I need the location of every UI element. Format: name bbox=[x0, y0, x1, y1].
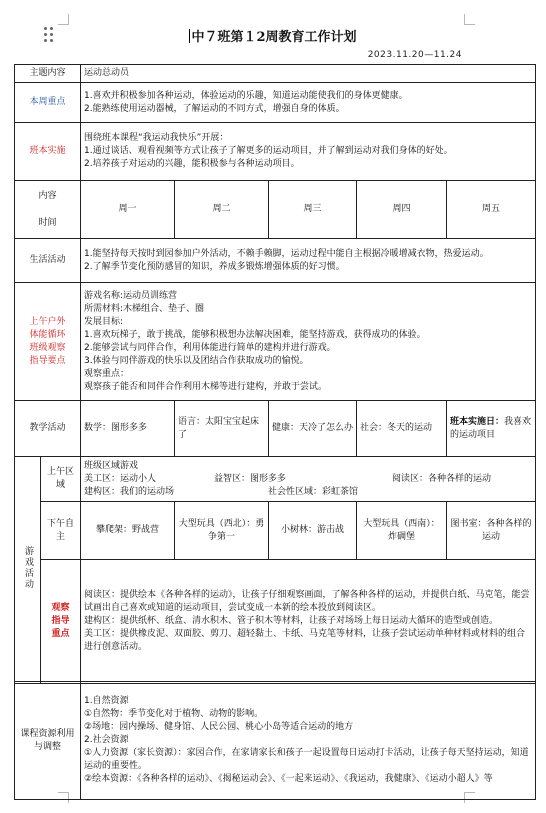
title-text: 中７班第１2周教育工作计划 bbox=[191, 30, 357, 45]
pm-item[interactable]: 大型玩具（西北）：勇争第一 bbox=[175, 502, 269, 560]
weekly-focus-label: 本周重点 bbox=[15, 83, 81, 123]
pm-item[interactable]: 攀爬架：野战营 bbox=[81, 502, 175, 560]
teaching-thu[interactable]: 社会：冬天的运动 bbox=[357, 401, 447, 457]
observe-label-line: 重点 bbox=[51, 629, 70, 639]
observe-label-line: 指导 bbox=[51, 616, 70, 626]
day-header-fri: 周五 bbox=[447, 181, 536, 239]
date-range: 2023.11.20—11.24 bbox=[367, 50, 462, 60]
page-corner-mark bbox=[58, 14, 69, 25]
theme-label: 主题内容 bbox=[15, 65, 81, 83]
reading-zone: 阅读区：各种各样的运动 bbox=[392, 473, 492, 484]
weekly-focus-content[interactable] bbox=[81, 83, 536, 123]
outdoor-line: 所需材料:木梯组合、垫子、圈 bbox=[84, 303, 205, 314]
content-label: 内容 bbox=[38, 190, 57, 201]
puzzle-zone: 益智区：图形多多 bbox=[214, 473, 287, 484]
class-impl-content[interactable] bbox=[81, 123, 536, 181]
outdoor-line: 发展目标: bbox=[84, 316, 124, 327]
outdoor-content[interactable] bbox=[81, 283, 536, 401]
impl-line: 2.培养孩子对运动的兴趣，能积极参与各种运动项目。 bbox=[84, 159, 300, 169]
document-title bbox=[0, 26, 546, 45]
weekly-focus-row bbox=[15, 83, 536, 123]
day-header-tue: 周二 bbox=[175, 181, 269, 239]
time-label: 时间 bbox=[38, 217, 57, 228]
outdoor-label-line: 体能循环 bbox=[29, 329, 66, 340]
am-zones-line bbox=[84, 473, 532, 486]
outdoor-label-line: 指导要点 bbox=[29, 355, 66, 366]
outdoor-line: 1.喜欢玩梯子，敢于挑战，能够积极想办法解决困难，能坚持游戏，获得成功的体验。 bbox=[84, 329, 426, 340]
day-header-mon: 周一 bbox=[81, 181, 175, 239]
observe-line: 建构区：提供纸杯、纸盒、清水积木、管子积木等材料，让孩子对场场上每日运动大循环的造型或创造。 bbox=[84, 616, 499, 626]
day-header-wed: 周三 bbox=[269, 181, 357, 239]
day-header-thu: 周四 bbox=[357, 181, 447, 239]
class-impl-label: 班本实施 bbox=[15, 123, 81, 181]
theme-row bbox=[15, 65, 536, 83]
outdoor-row bbox=[15, 283, 536, 401]
impl-line: 1.通过谈话、观看视频等方式让孩子了解更多的运动项目，并了解到运动对我们身体的好处。 bbox=[84, 146, 453, 156]
resource-line: ①自然物：季节变化对于植物、动物的影响。 bbox=[84, 709, 264, 719]
outdoor-line: 3.体验与同伴游戏的快乐以及团结合作获取成功的愉悦。 bbox=[84, 355, 309, 366]
teaching-row bbox=[15, 401, 536, 457]
observe-label bbox=[41, 560, 81, 684]
teaching-tue[interactable]: 语言：太阳宝宝起床了 bbox=[175, 401, 269, 457]
outdoor-line: 观察重点： bbox=[84, 368, 130, 379]
pm-item[interactable]: 大型玩具（西南）：炸碉堡 bbox=[357, 502, 447, 560]
life-content[interactable] bbox=[81, 239, 536, 283]
game-pm-row bbox=[15, 502, 536, 560]
content-time-label bbox=[15, 181, 81, 239]
class-impl-row bbox=[15, 123, 536, 181]
teaching-fri[interactable] bbox=[447, 401, 536, 457]
teaching-label: 教学活动 bbox=[15, 401, 81, 457]
outdoor-line: 观察孩子能否和同伴合作利用木梯等进行建构，并敢于尝试。 bbox=[84, 381, 328, 392]
resources-row bbox=[15, 682, 536, 800]
plan-table bbox=[14, 64, 536, 684]
resources-table bbox=[14, 681, 536, 800]
game-label bbox=[15, 457, 41, 684]
pm-item[interactable]: 图书室：各种各样的运动 bbox=[447, 502, 536, 560]
teaching-wed[interactable]: 健康：天冷了怎么办 bbox=[269, 401, 357, 457]
game-label-text: 游戏活动 bbox=[23, 545, 33, 590]
outdoor-line: 2.能够尝试与同伴合作，利用体能进行简单的建构并进行游戏。 bbox=[84, 342, 336, 353]
resource-line: 1.自然资源 bbox=[84, 696, 129, 706]
observe-line: 阅读区：提供绘本《各种各样的运动》，让孩子仔细观察画面，了解各种各样的运动，并提供白纸、马克笔，能尝试画出自己喜欢或知道的运动项目，尝试变成一本新的绘本投放到阅读区。 bbox=[84, 590, 530, 613]
resource-line: ②场地：园内操场、健身馆、人民公园、桃心小岛等适合运动的地方 bbox=[84, 722, 354, 732]
game-pm-label: 下午自主 bbox=[41, 502, 81, 560]
outdoor-label-line: 上午户外 bbox=[29, 316, 66, 327]
theme-value[interactable]: 运动总动员 bbox=[81, 65, 536, 83]
build-zone: 建构区：我们的运动场 bbox=[84, 486, 175, 497]
outdoor-label-line: 班级观察 bbox=[29, 342, 66, 353]
life-row bbox=[15, 239, 536, 283]
game-am-row bbox=[15, 457, 536, 502]
observe-label-line: 观察 bbox=[51, 603, 70, 613]
social-zone: 社会性区域：彩虹茶馆 bbox=[268, 486, 359, 497]
teaching-mon[interactable]: 数学：图形多多 bbox=[81, 401, 175, 457]
resource-line: ①人力资源（家长资源）：家园合作，在家请家长和孩子一起设置每日运动打卡活动，让孩子每天坚持运动，知道运动的重要性。 bbox=[84, 748, 529, 771]
class-day-label: 班本实施日： bbox=[450, 416, 505, 427]
life-line: 1.能坚持每天按时到园参加户外活动，不赖手赖脚，运动过程中能自主根据冷暖增减衣物，热爱运动。 bbox=[84, 248, 489, 259]
game-am-label: 上午区域 bbox=[41, 457, 81, 502]
life-label: 生活活动 bbox=[15, 239, 81, 283]
am-line: 班级区域游戏 bbox=[84, 460, 139, 471]
pm-item[interactable]: 小树林：游击战 bbox=[269, 502, 357, 560]
observe-content[interactable] bbox=[81, 560, 536, 684]
life-line: 2.了解季节变化预防感冒的知识，养成多锻炼增强体质的好习惯。 bbox=[84, 261, 345, 272]
game-observe-row bbox=[15, 560, 536, 684]
am-zones-line bbox=[84, 486, 532, 499]
outdoor-label bbox=[15, 283, 81, 401]
art-zone: 美工区：运动小人 bbox=[84, 473, 157, 484]
game-am-content[interactable] bbox=[81, 457, 536, 502]
resources-content[interactable] bbox=[81, 682, 536, 800]
resources-label: 课程资源利用与调整 bbox=[15, 682, 81, 800]
resource-line: ②绘本资源：《各种各样的运动》、《揭秘运动会》、《一起来运动》、《我运动，我健康》、《运动小超人》等 bbox=[84, 774, 493, 784]
impl-line: 围绕班本课程“我运动我快乐”开展： bbox=[84, 133, 229, 143]
page-corner-mark bbox=[464, 14, 475, 25]
resource-line: 2.社会资源 bbox=[84, 735, 129, 745]
observe-line: 美工区：提供橡皮泥、双面胶、剪刀、超轻黏土、卡纸、马克笔等材料，让孩子尝试运动单种材料或材料的组合进行创意活动。 bbox=[84, 629, 526, 652]
outdoor-line: 游戏名称:运动员训练营 bbox=[84, 290, 178, 301]
focus-line: 1.喜欢并积极参加各种运动，体验运动的乐趣，知道运动能使我们的身体更健康。 bbox=[84, 90, 408, 101]
focus-line: 2.能熟练使用运动器械，了解运动的不同方式，增强自身的体质。 bbox=[84, 103, 345, 114]
day-header-row bbox=[15, 181, 536, 239]
class-day-text: 我喜欢的运动项目 bbox=[450, 416, 532, 440]
